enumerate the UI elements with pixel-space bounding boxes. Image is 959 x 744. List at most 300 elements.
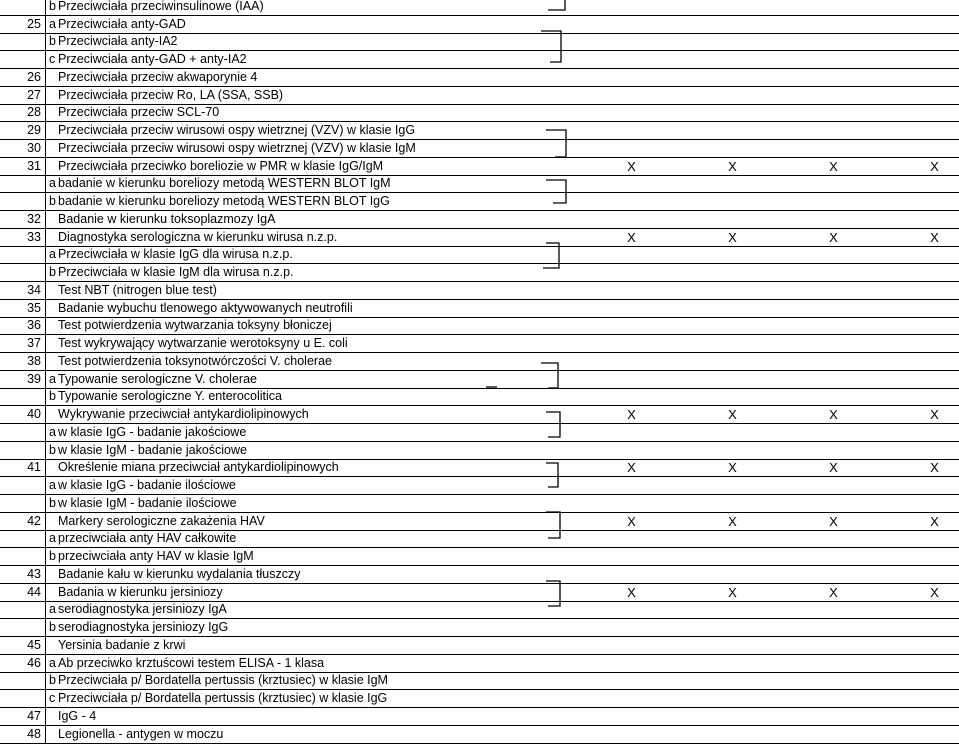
row-number: 25 [0, 15, 46, 33]
row-mark-1 [581, 495, 682, 513]
row-subletter: a [46, 15, 57, 33]
row-description: Wykrywanie przeciwciał antykardiolipinowych [56, 406, 581, 424]
row-mark-3 [783, 690, 884, 708]
row-mark-4: X [884, 228, 959, 246]
row-description: przeciwciała anty HAV całkowite [56, 530, 581, 548]
row-mark-1 [581, 672, 682, 690]
row-mark-3 [783, 122, 884, 140]
row-description: Badanie wybuchu tlenowego aktywowanych neutrofili [56, 299, 581, 317]
row-description: Ab przeciwko krztuścowi testem ELISA - 1 klasa [56, 654, 581, 672]
row-mark-4 [884, 282, 959, 300]
row-mark-4 [884, 211, 959, 229]
table-row [0, 211, 959, 229]
row-mark-2 [682, 175, 783, 193]
row-mark-1 [581, 51, 682, 69]
row-number [0, 424, 46, 442]
row-mark-1 [581, 264, 682, 282]
row-number [0, 51, 46, 69]
row-mark-3 [783, 193, 884, 211]
row-mark-1 [581, 477, 682, 495]
row-mark-1: X [581, 228, 682, 246]
row-mark-2 [682, 104, 783, 122]
row-mark-2: X [682, 157, 783, 175]
row-mark-2 [682, 619, 783, 637]
row-subletter [46, 104, 57, 122]
table-row [0, 282, 959, 300]
row-description: Badanie w kierunku toksoplazmozy IgA [56, 211, 581, 229]
row-mark-2 [682, 530, 783, 548]
row-subletter: b [46, 441, 57, 459]
row-mark-4 [884, 140, 959, 158]
row-number [0, 33, 46, 51]
row-number: 35 [0, 299, 46, 317]
row-subletter [46, 282, 57, 300]
table-row [0, 69, 959, 87]
row-mark-4: X [884, 583, 959, 601]
row-mark-3 [783, 317, 884, 335]
row-mark-4 [884, 601, 959, 619]
row-mark-3 [783, 86, 884, 104]
row-description: Przeciwciała przeciw wirusowi ospy wietrznej (VZV) w klasie IgM [56, 140, 581, 158]
row-mark-1 [581, 193, 682, 211]
table-row [0, 495, 959, 513]
row-mark-3 [783, 0, 884, 15]
row-mark-1: X [581, 583, 682, 601]
row-mark-4 [884, 299, 959, 317]
row-mark-2 [682, 33, 783, 51]
table-row [0, 672, 959, 690]
row-description: Przeciwciała przeciw akwaporynie 4 [56, 69, 581, 87]
row-mark-2 [682, 495, 783, 513]
row-mark-3 [783, 370, 884, 388]
row-subletter: a [46, 424, 57, 442]
table-row [0, 15, 959, 33]
row-subletter: a [46, 246, 57, 264]
row-mark-3: X [783, 228, 884, 246]
row-number: 40 [0, 406, 46, 424]
row-mark-4 [884, 370, 959, 388]
row-number [0, 530, 46, 548]
row-description: serodiagnostyka jersiniozy IgG [56, 619, 581, 637]
row-mark-4 [884, 15, 959, 33]
row-number: 39 [0, 370, 46, 388]
row-number [0, 495, 46, 513]
table-row [0, 157, 959, 175]
row-mark-2 [682, 211, 783, 229]
row-subletter [46, 459, 57, 477]
row-mark-4 [884, 264, 959, 282]
row-number [0, 690, 46, 708]
row-mark-4 [884, 477, 959, 495]
row-mark-4 [884, 246, 959, 264]
row-mark-1 [581, 15, 682, 33]
table-row [0, 33, 959, 51]
row-mark-4 [884, 104, 959, 122]
row-subletter [46, 708, 57, 726]
row-number [0, 441, 46, 459]
row-number [0, 0, 46, 15]
row-mark-4: X [884, 406, 959, 424]
row-mark-2 [682, 690, 783, 708]
row-subletter: a [46, 530, 57, 548]
row-mark-2 [682, 654, 783, 672]
row-mark-3 [783, 654, 884, 672]
row-mark-3 [783, 353, 884, 371]
row-subletter: a [46, 654, 57, 672]
row-subletter: a [46, 370, 57, 388]
row-mark-3 [783, 211, 884, 229]
row-description: Przeciwciała anty-IA2 [56, 33, 581, 51]
row-number: 37 [0, 335, 46, 353]
row-mark-4 [884, 33, 959, 51]
row-mark-3 [783, 264, 884, 282]
row-subletter: b [46, 264, 57, 282]
row-mark-3 [783, 566, 884, 584]
row-description: w klasie IgM - badanie jakościowe [56, 441, 581, 459]
row-mark-3 [783, 548, 884, 566]
row-mark-1 [581, 211, 682, 229]
row-mark-3 [783, 282, 884, 300]
row-mark-2 [682, 637, 783, 655]
row-description: Test potwierdzenia toksynotwórczości V. cholerae [56, 353, 581, 371]
row-mark-3 [783, 441, 884, 459]
row-mark-2 [682, 51, 783, 69]
row-description: Przeciwciała anty-GAD [56, 15, 581, 33]
row-mark-2 [682, 86, 783, 104]
table-row [0, 193, 959, 211]
row-mark-2 [682, 441, 783, 459]
row-number: 47 [0, 708, 46, 726]
row-mark-2 [682, 335, 783, 353]
row-mark-3 [783, 725, 884, 743]
row-mark-1 [581, 299, 682, 317]
table-row [0, 601, 959, 619]
row-subletter [46, 353, 57, 371]
row-description: Przeciwciała przeciwinsulinowe (IAA) [56, 0, 581, 15]
table-row [0, 246, 959, 264]
row-subletter [46, 228, 57, 246]
row-mark-3 [783, 104, 884, 122]
row-subletter [46, 140, 57, 158]
row-number [0, 246, 46, 264]
row-number: 32 [0, 211, 46, 229]
table-row [0, 708, 959, 726]
row-subletter [46, 299, 57, 317]
row-mark-3: X [783, 583, 884, 601]
row-mark-1 [581, 601, 682, 619]
row-mark-4 [884, 637, 959, 655]
row-number [0, 477, 46, 495]
row-description: Test potwierdzenia wytwarzania toksyny błoniczej [56, 317, 581, 335]
row-mark-2 [682, 122, 783, 140]
row-mark-4 [884, 441, 959, 459]
row-mark-2 [682, 477, 783, 495]
row-mark-3 [783, 15, 884, 33]
row-subletter: b [46, 0, 57, 15]
row-description: badanie w kierunku boreliozy metodą WESTERN BLOT IgG [56, 193, 581, 211]
row-number [0, 548, 46, 566]
row-mark-4 [884, 388, 959, 406]
row-description: Typowanie serologiczne V. cholerae [56, 370, 581, 388]
row-mark-2 [682, 672, 783, 690]
row-subletter: b [46, 33, 57, 51]
row-mark-1 [581, 353, 682, 371]
table-row [0, 86, 959, 104]
row-mark-4 [884, 566, 959, 584]
row-mark-3 [783, 672, 884, 690]
row-mark-4: X [884, 459, 959, 477]
table-row [0, 104, 959, 122]
row-mark-1 [581, 530, 682, 548]
row-subletter [46, 566, 57, 584]
row-mark-3 [783, 335, 884, 353]
row-mark-1 [581, 708, 682, 726]
row-description: Przeciwciała p/ Bordatella pertussis (krztusiec) w klasie IgM [56, 672, 581, 690]
row-number: 30 [0, 140, 46, 158]
row-mark-4 [884, 0, 959, 15]
row-mark-1: X [581, 157, 682, 175]
row-description: Diagnostyka serologiczna w kierunku wirusa n.z.p. [56, 228, 581, 246]
row-description: Określenie miana przeciwciał antykardiolipinowych [56, 459, 581, 477]
row-subletter [46, 122, 57, 140]
row-number [0, 388, 46, 406]
row-mark-3 [783, 637, 884, 655]
row-description: Przeciwciała p/ Bordatella pertussis (krztusiec) w klasie IgG [56, 690, 581, 708]
row-subletter [46, 69, 57, 87]
row-mark-2 [682, 282, 783, 300]
row-description: Przeciwciała przeciw Ro, LA (SSA, SSB) [56, 86, 581, 104]
row-mark-4 [884, 725, 959, 743]
row-subletter: a [46, 601, 57, 619]
row-mark-1 [581, 566, 682, 584]
row-mark-1 [581, 654, 682, 672]
table-row [0, 548, 959, 566]
row-mark-3: X [783, 157, 884, 175]
row-subletter [46, 211, 57, 229]
row-number: 33 [0, 228, 46, 246]
row-number [0, 264, 46, 282]
row-subletter: b [46, 548, 57, 566]
row-mark-1 [581, 69, 682, 87]
row-mark-2: X [682, 228, 783, 246]
table-row [0, 406, 959, 424]
row-mark-4 [884, 69, 959, 87]
row-mark-1 [581, 637, 682, 655]
row-subletter [46, 86, 57, 104]
row-mark-3 [783, 495, 884, 513]
row-description: Przeciwciała przeciw SCL-70 [56, 104, 581, 122]
row-mark-1 [581, 282, 682, 300]
row-mark-4 [884, 548, 959, 566]
row-mark-4 [884, 122, 959, 140]
row-mark-1 [581, 725, 682, 743]
row-description: Yersinia badanie z krwi [56, 637, 581, 655]
row-description: Markery serologiczne zakażenia HAV [56, 512, 581, 530]
row-number [0, 175, 46, 193]
row-number: 41 [0, 459, 46, 477]
row-mark-4 [884, 654, 959, 672]
row-description: Przeciwciała przeciw wirusowi ospy wietrznej (VZV) w klasie IgG [56, 122, 581, 140]
row-subletter [46, 512, 57, 530]
row-description: Badania w kierunku jersiniozy [56, 583, 581, 601]
row-mark-4 [884, 424, 959, 442]
row-description: serodiagnostyka jersiniozy IgA [56, 601, 581, 619]
table-row [0, 512, 959, 530]
table-row [0, 0, 959, 15]
row-mark-3: X [783, 459, 884, 477]
row-mark-1: X [581, 512, 682, 530]
row-mark-2 [682, 193, 783, 211]
row-description: w klasie IgG - badanie ilościowe [56, 477, 581, 495]
row-mark-3 [783, 140, 884, 158]
row-mark-4 [884, 690, 959, 708]
table-row [0, 619, 959, 637]
row-subletter: b [46, 193, 57, 211]
row-subletter [46, 157, 57, 175]
row-mark-1: X [581, 459, 682, 477]
table-row [0, 530, 959, 548]
row-mark-3 [783, 299, 884, 317]
row-mark-1 [581, 424, 682, 442]
row-mark-3 [783, 175, 884, 193]
row-mark-1 [581, 548, 682, 566]
row-mark-2 [682, 264, 783, 282]
row-description: Przeciwciała w klasie IgG dla wirusa n.z.p. [56, 246, 581, 264]
row-description: przeciwciała anty HAV w klasie IgM [56, 548, 581, 566]
row-number: 26 [0, 69, 46, 87]
table-row [0, 140, 959, 158]
table-row [0, 388, 959, 406]
row-mark-1 [581, 86, 682, 104]
row-mark-1 [581, 246, 682, 264]
table-row [0, 477, 959, 495]
row-number: 44 [0, 583, 46, 601]
row-number: 46 [0, 654, 46, 672]
row-mark-1 [581, 690, 682, 708]
row-subletter: b [46, 388, 57, 406]
row-mark-3 [783, 246, 884, 264]
table-row [0, 317, 959, 335]
row-subletter: b [46, 619, 57, 637]
row-mark-2 [682, 370, 783, 388]
row-subletter: b [46, 495, 57, 513]
row-subletter [46, 583, 57, 601]
table-row [0, 299, 959, 317]
row-mark-1: X [581, 406, 682, 424]
row-mark-4 [884, 317, 959, 335]
row-number [0, 619, 46, 637]
row-subletter [46, 637, 57, 655]
row-mark-1 [581, 619, 682, 637]
row-mark-4: X [884, 512, 959, 530]
row-number: 42 [0, 512, 46, 530]
row-subletter: b [46, 672, 57, 690]
row-mark-1 [581, 140, 682, 158]
table-row [0, 353, 959, 371]
row-description: w klasie IgG - badanie jakościowe [56, 424, 581, 442]
row-mark-2 [682, 548, 783, 566]
row-mark-2 [682, 353, 783, 371]
row-mark-4 [884, 86, 959, 104]
row-description: Typowanie serologiczne Y. enterocolitica [56, 388, 581, 406]
row-description: Badanie kału w kierunku wydalania tłuszczy [56, 566, 581, 584]
table-row [0, 441, 959, 459]
row-number [0, 193, 46, 211]
row-mark-2 [682, 15, 783, 33]
row-mark-3 [783, 33, 884, 51]
row-mark-1 [581, 0, 682, 15]
row-mark-3 [783, 69, 884, 87]
row-mark-3 [783, 619, 884, 637]
row-mark-1 [581, 370, 682, 388]
row-mark-2: X [682, 512, 783, 530]
row-description: badanie w kierunku boreliozy metodą WESTERN BLOT IgM [56, 175, 581, 193]
row-mark-1 [581, 441, 682, 459]
row-mark-2 [682, 388, 783, 406]
row-mark-2: X [682, 459, 783, 477]
row-number: 28 [0, 104, 46, 122]
row-mark-4 [884, 193, 959, 211]
table-row [0, 424, 959, 442]
row-mark-4 [884, 51, 959, 69]
row-subletter [46, 335, 57, 353]
row-number [0, 672, 46, 690]
row-description: Przeciwciała w klasie IgM dla wirusa n.z.p. [56, 264, 581, 282]
row-description: Przeciwciała anty-GAD + anty-IA2 [56, 51, 581, 69]
row-mark-4 [884, 335, 959, 353]
row-description: Test NBT (nitrogen blue test) [56, 282, 581, 300]
row-mark-2 [682, 424, 783, 442]
row-number: 34 [0, 282, 46, 300]
row-mark-2 [682, 725, 783, 743]
row-mark-1 [581, 33, 682, 51]
table-row [0, 690, 959, 708]
row-mark-4 [884, 672, 959, 690]
table-row [0, 370, 959, 388]
row-mark-1 [581, 317, 682, 335]
row-mark-2 [682, 0, 783, 15]
table-row [0, 122, 959, 140]
row-mark-1 [581, 175, 682, 193]
row-subletter [46, 406, 57, 424]
table-row [0, 335, 959, 353]
row-mark-4 [884, 175, 959, 193]
row-mark-1 [581, 335, 682, 353]
row-mark-4 [884, 495, 959, 513]
table-row [0, 566, 959, 584]
table-row [0, 51, 959, 69]
table-row [0, 264, 959, 282]
row-mark-3 [783, 477, 884, 495]
row-subletter: c [46, 690, 57, 708]
row-description: w klasie IgM - badanie ilościowe [56, 495, 581, 513]
row-mark-4 [884, 353, 959, 371]
row-mark-2 [682, 566, 783, 584]
row-number: 38 [0, 353, 46, 371]
row-mark-3 [783, 708, 884, 726]
row-description: Legionella - antygen w moczu [56, 725, 581, 743]
table-row [0, 637, 959, 655]
row-number: 43 [0, 566, 46, 584]
row-number: 31 [0, 157, 46, 175]
row-mark-3 [783, 424, 884, 442]
table-row [0, 654, 959, 672]
row-mark-2 [682, 246, 783, 264]
row-mark-1 [581, 104, 682, 122]
table-row [0, 175, 959, 193]
row-number: 45 [0, 637, 46, 655]
row-number: 27 [0, 86, 46, 104]
